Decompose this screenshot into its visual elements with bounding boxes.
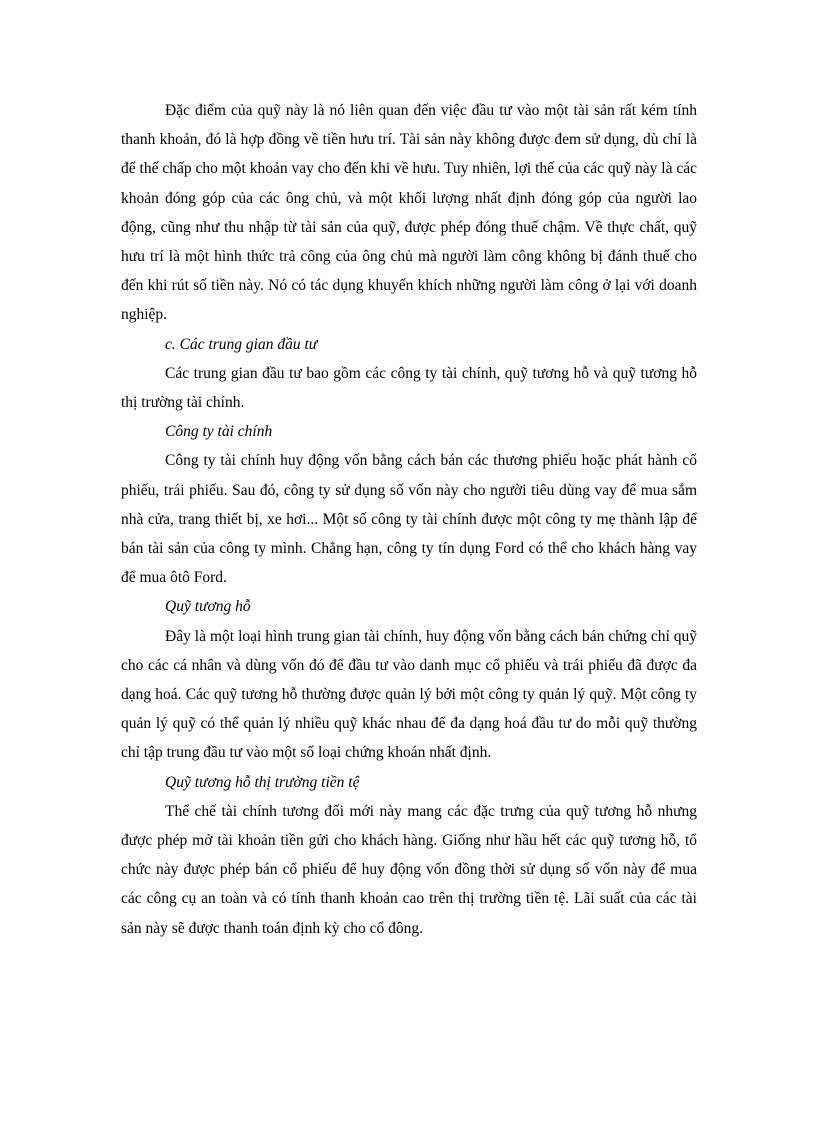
heading-investment-intermediaries: c. Các trung gian đầu tư <box>165 335 318 353</box>
paragraph-money-market-fund: Thể chế tài chính tương đối mới này mang các đặc trưng của quỹ tương hỗ nhưng được phép mở tài khoản tiền gửi cho khách hàng. Giống như hầu hết các quỹ tương hỗ, tổ chức này được phép bán cổ phiếu để huy động vốn đồng thời sử dụng số vốn này để mua các công cụ an toàn và có tính thanh khoản cao trên thị trường tiền tệ. Lãi suất của các tài sản này sẽ được thanh toán định kỳ cho cổ đông. <box>121 802 697 937</box>
paragraph-mutual-fund: Đây là một loại hình trung gian tài chính, huy động vốn bằng cách bán chứng chỉ quỹ cho các cá nhân và dùng vốn đó để đầu tư vào danh mục cổ phiếu và trái phiếu đã được đa dạng hoá. Các quỹ tương hỗ thường được quản lý bởi một công ty quản lý quỹ. Một công ty quản lý quỹ có thể quản lý nhiều quỹ khác nhau để đa dạng hoá đầu tư do mỗi quỹ thường chỉ tập trung đầu tư vào một số loại chứng khoán nhất định. <box>121 627 697 762</box>
heading-mutual-fund: Quỹ tương hỗ <box>165 598 251 616</box>
paragraph-investment-intermediaries: Các trung gian đầu tư bao gồm các công ty tài chính, quỹ tương hỗ và quỹ tương hỗ thị trường tài chính. <box>121 364 697 412</box>
paragraph-finance-company: Công ty tài chính huy động vốn bằng cách bán các thương phiếu hoặc phát hành cổ phiếu, trái phiếu. Sau đó, công ty sử dụng số vốn này cho người tiêu dùng vay để mua sắm nhà cửa, trang thiết bị, xe hơi... Một số công ty tài chính được một công ty mẹ thành lập để bán tài sản của công ty mình. Chẳng hạn, công ty tín dụng Ford có thể cho khách hàng vay để mua ôtô Ford. <box>121 452 697 587</box>
heading-finance-company: Công ty tài chính <box>165 423 273 441</box>
paragraph-pension-fund: Đặc điểm của quỹ này là nó liên quan đến việc đầu tư vào một tài sản rất kém tính thanh khoản, đó là hợp đồng về tiền hưu trí. Tài sản này không được đem sử dụng, dù chỉ là để thế chấp cho một khoản vay cho đến khi về hưu. Tuy nhiên, lợi thế của các quỹ này là các khoản đóng góp của các ông chủ, và một khối lượng nhất định đóng góp của người lao động, cũng như thu nhập từ tài sản của quỹ, được phép đóng thuế chậm. Về thực chất, quỹ hưu trí là một hình thức trả công của ông chủ mà người làm công không bị đánh thuế cho đến khi rút số tiền này. Nó có tác dụng khuyến khích những người làm công ở lại với doanh nghiệp. <box>121 102 697 324</box>
document-page <box>121 96 697 943</box>
heading-money-market-fund: Quỹ tương hỗ thị trường tiền tệ <box>165 773 360 791</box>
